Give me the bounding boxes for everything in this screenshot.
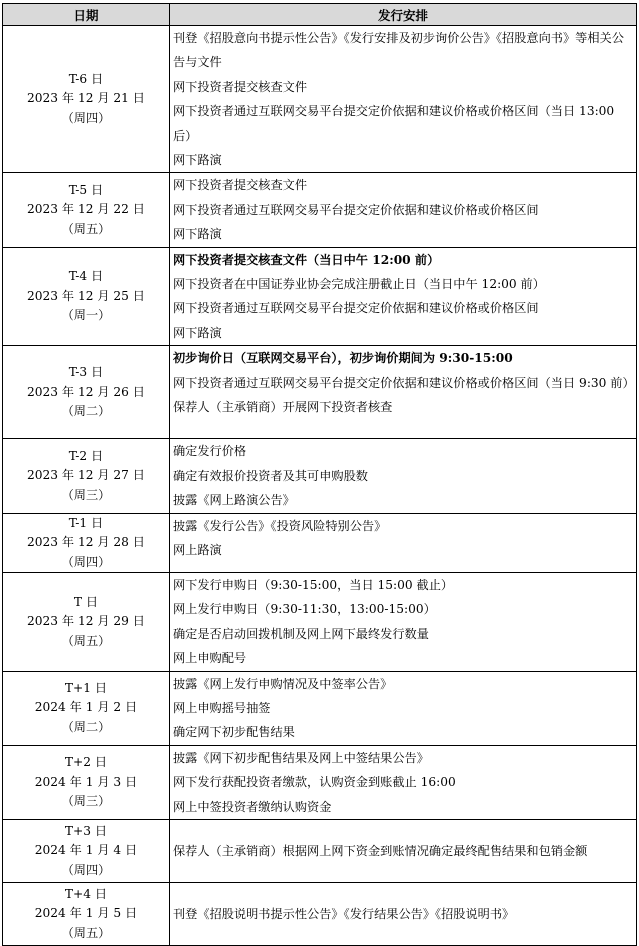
date-cell (3, 439, 170, 513)
date-cell (3, 173, 170, 247)
arrangement-cell (170, 439, 637, 513)
date-cell (3, 513, 170, 573)
arrangement-cell (170, 173, 637, 247)
arrangement-cell (170, 671, 637, 745)
arrangement-item: 披露《网上发行申购情况及中签率公告》 (173, 676, 393, 691)
day-label: T-1 日 (68, 515, 104, 530)
date-cell (3, 346, 170, 439)
arrangement-cell (170, 820, 637, 883)
weekday-label: （周三） (61, 487, 111, 502)
date-label: 2023 年 12 月 21 日 (27, 91, 145, 106)
arrangement-item: 网下路演 (173, 227, 222, 242)
arrangement-item: 网上发行申购日（9:30-11:30，13:00-15:00） (173, 602, 436, 617)
date-label: 2024 年 1 月 4 日 (34, 843, 138, 858)
day-label: T-5 日 (68, 182, 104, 197)
header-arrangement: 发行安排 (170, 4, 637, 26)
arrangement-item: 网下投资者通过互联网交易平台提交定价依据和建议价格或价格区间 (173, 301, 539, 316)
date-cell (3, 745, 170, 819)
table-row (3, 573, 637, 672)
table-row (3, 513, 637, 573)
arrangement-item: 保荐人（主承销商）开展网下投资者核查 (173, 400, 393, 415)
day-label: T+4 日 (64, 886, 108, 901)
arrangement-item: 网下投资者通过互联网交易平台提交定价依据和建议价格或价格区间 (173, 202, 539, 217)
arrangement-item: 初步询价日（互联网交易平台），初步询价期间为 9:30-15:00 (173, 351, 513, 366)
arrangement-item: 网下投资者提交核查文件 (173, 79, 308, 94)
day-label: T+1 日 (64, 680, 108, 695)
date-label: 2023 年 12 月 27 日 (27, 468, 145, 483)
arrangement-item: 网下发行申购日（9:30-15:00，当日 15:00 截止） (173, 578, 454, 592)
arrangement-item: 网下投资者通过互联网交易平台提交定价依据和建议价格或价格区间（当日 13:00 后） (173, 104, 615, 143)
arrangement-item: 网下投资者提交核查文件（当日中午 12:00 前） (173, 252, 440, 267)
date-cell (3, 820, 170, 883)
schedule-table (2, 3, 637, 946)
arrangement-item: 确定发行价格 (173, 444, 247, 459)
header-date: 日期 (3, 4, 170, 26)
date-cell (3, 26, 170, 173)
arrangement-item: 披露《网下初步配售结果及网上中签结果公告》 (173, 750, 429, 765)
weekday-label: （周二） (61, 404, 111, 419)
weekday-label: （周四） (61, 554, 111, 569)
arrangement-item: 网下路演 (173, 153, 222, 168)
day-label: T-6 日 (68, 71, 104, 86)
table-row (3, 346, 637, 439)
date-label: 2023 年 12 月 22 日 (27, 202, 145, 217)
arrangement-item: 网上中签投资者缴纳认购资金 (173, 799, 332, 814)
table-row (3, 671, 637, 745)
weekday-label: （周三） (61, 794, 111, 809)
date-cell (3, 573, 170, 672)
table-row (3, 26, 637, 173)
arrangement-item: 披露《网上路演公告》 (173, 493, 295, 508)
day-label: T-3 日 (68, 365, 104, 380)
arrangement-item: 网下投资者提交核查文件 (173, 178, 308, 193)
arrangement-cell (170, 26, 637, 173)
date-label: 2023 年 12 月 25 日 (27, 288, 145, 303)
day-label: T+2 日 (64, 755, 108, 770)
table-header-row (3, 4, 637, 26)
table-row (3, 883, 637, 946)
arrangement-item: 网上申购配号 (173, 651, 247, 666)
date-label: 2023 年 12 月 28 日 (27, 535, 145, 549)
day-label: T+3 日 (64, 823, 108, 838)
date-label: 2024 年 1 月 3 日 (34, 774, 138, 789)
table-row (3, 745, 637, 819)
table-row (3, 247, 637, 346)
arrangement-item: 保荐人（主承销商）根据网上网下资金到账情况确定最终配售结果和包销金额 (173, 843, 588, 858)
date-cell (3, 247, 170, 346)
arrangement-item: 确定是否启动回拨机制及网上网下最终发行数量 (173, 626, 429, 641)
arrangement-item: 刊登《招股说明书提示性公告》《发行结果公告》《招股说明书》 (173, 906, 515, 921)
date-cell (3, 671, 170, 745)
arrangement-cell (170, 573, 637, 672)
arrangement-cell (170, 745, 637, 819)
date-label: 2023 年 12 月 26 日 (27, 384, 145, 399)
date-label: 2024 年 1 月 5 日 (34, 906, 138, 921)
weekday-label: （周四） (61, 862, 111, 877)
arrangement-item: 刊登《招股意向书提示性公告》《发行安排及初步询价公告》《招股意向书》等相关公告与文件 (173, 31, 624, 70)
arrangement-cell (170, 346, 637, 439)
weekday-label: （周四） (61, 110, 111, 125)
arrangement-item: 网上路演 (173, 542, 222, 557)
weekday-label: （周二） (61, 719, 111, 734)
arrangement-item: 网下发行获配投资者缴款，认购资金到账截止 16:00 (173, 775, 456, 790)
arrangement-item: 网下投资者通过互联网交易平台提交定价依据和建议价格或价格区间（当日 9:30 前） (173, 375, 635, 390)
arrangement-item: 确定有效报价投资者及其可申购股数 (173, 468, 368, 483)
table-row (3, 173, 637, 247)
schedule-rows (3, 26, 637, 946)
weekday-label: （周五） (61, 925, 111, 940)
arrangement-item: 披露《发行公告》《投资风险特别公告》 (173, 518, 387, 533)
arrangement-cell (170, 247, 637, 346)
weekday-label: （周五） (61, 221, 111, 236)
day-label: T-2 日 (68, 448, 104, 463)
table-row (3, 820, 637, 883)
arrangement-item: 网下投资者在中国证券业协会完成注册截止日（当日中午 12:00 前） (173, 277, 545, 292)
date-cell (3, 883, 170, 946)
table-row (3, 439, 637, 513)
arrangement-cell (170, 883, 637, 946)
weekday-label: （周一） (61, 308, 111, 323)
date-label: 2024 年 1 月 2 日 (34, 700, 138, 715)
day-label: T 日 (73, 594, 99, 609)
arrangement-item: 网上申购摇号抽签 (173, 701, 271, 716)
arrangement-cell (170, 513, 637, 573)
date-label: 2023 年 12 月 29 日 (27, 614, 145, 629)
day-label: T-4 日 (68, 269, 104, 284)
arrangement-item: 确定网下初步配售结果 (173, 725, 295, 740)
arrangement-item: 网下路演 (173, 325, 222, 340)
weekday-label: （周五） (61, 633, 111, 648)
